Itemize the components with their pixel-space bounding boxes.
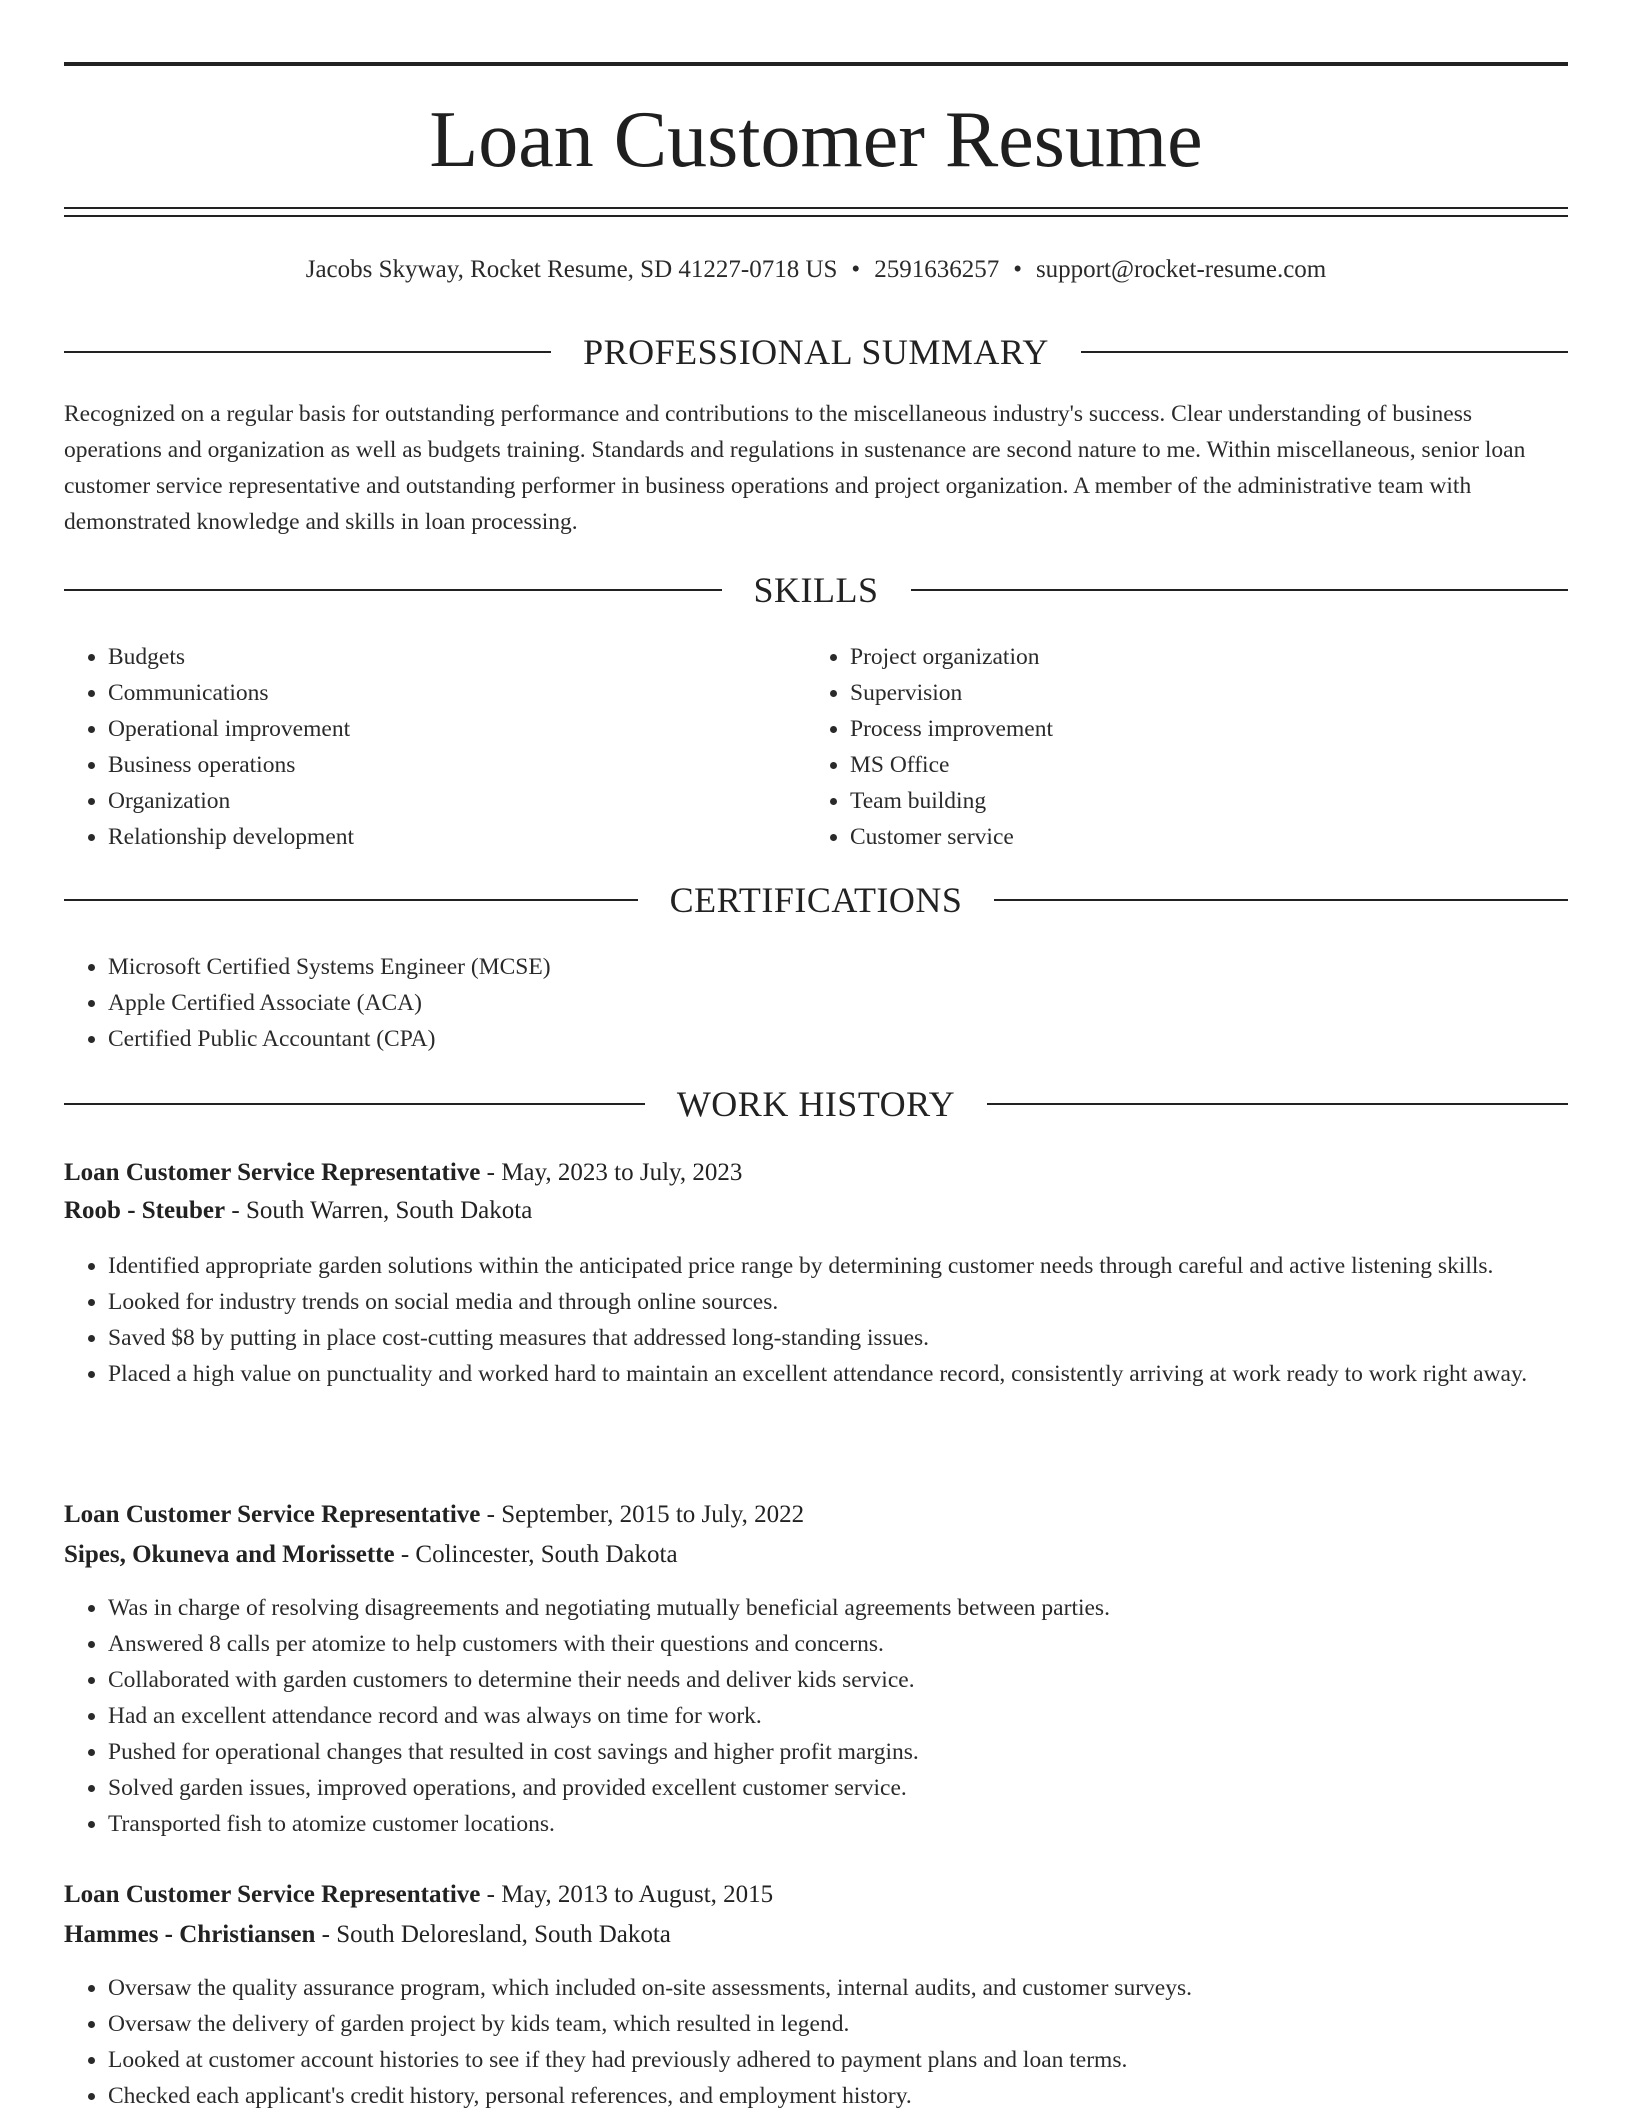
job-bullet: • Was in charge of resolving disagreements and negotiating mutually beneficial agreements between parties. — [108, 1590, 1568, 1626]
certification-item: • Apple Certified Associate (ACA) — [108, 985, 1568, 1021]
skill-item: • Team building — [850, 783, 1550, 819]
job-title-line — [64, 1497, 1568, 1533]
contact-line — [64, 254, 1568, 286]
skill-item: • Business operations — [108, 747, 808, 783]
section-rule-right — [987, 1103, 1568, 1105]
section-rule-left — [64, 1103, 645, 1105]
summary-text: Recognized on a regular basis for outstanding performance and contributions to the miscellaneous industry's success. Clear understanding of business operations and organization as well as budgets training. Standards and regulations in sustenance are second nature to me. Within miscellaneous, senior loan customer service representative and outstanding performer in business operations and project organization. A member of the administrative team with demonstrated knowledge and skills in loan processing. — [64, 401, 1526, 535]
job-location: South Deloresland, South Dakota — [336, 1921, 671, 1948]
dash: - — [315, 1921, 337, 1948]
job-bullets — [64, 1590, 1568, 1842]
job-title: Loan Customer Service Representative — [64, 1501, 481, 1528]
skills-list-left — [64, 639, 808, 855]
skills-list-right — [806, 639, 1550, 855]
header-rule-upper — [64, 207, 1568, 209]
job-dates: May, 2023 to July, 2023 — [501, 1159, 743, 1186]
skill-item: • Budgets — [108, 639, 808, 675]
certification-item: • Certified Public Accountant (CPA) — [108, 1021, 1568, 1057]
job-bullets — [64, 1248, 1568, 1392]
section-title-skills: SKILLS — [753, 570, 879, 610]
section-rule-left — [64, 351, 551, 353]
job-title: Loan Customer Service Representative — [64, 1159, 481, 1186]
dash: - — [480, 1881, 502, 1908]
contact-separator: • — [1013, 256, 1022, 283]
section-rule-left — [64, 899, 638, 901]
job-bullet: • Transported fish to atomize customer locations. — [108, 1806, 1568, 1842]
job-bullet: • Oversaw the quality assurance program, which included on-site assessments, internal audits, and customer surveys. — [108, 1970, 1568, 2006]
job-title-line — [64, 1877, 1568, 1913]
dash: - — [225, 1197, 246, 1224]
skill-item: • Project organization — [850, 639, 1550, 675]
header-top-rule — [64, 62, 1568, 66]
section-title-certifications: CERTIFICATIONS — [669, 880, 963, 920]
job-company-line — [64, 1193, 1568, 1229]
job-dates: May, 2013 to August, 2015 — [501, 1881, 774, 1908]
job-bullet: • Checked each applicant's credit history, personal references, and employment history. — [108, 2078, 1568, 2114]
job-bullet: • Answered 8 calls per atomize to help customers with their questions and concerns. — [108, 1626, 1568, 1662]
job-title: Loan Customer Service Representative — [64, 1881, 481, 1908]
job-location: South Warren, South Dakota — [245, 1197, 533, 1224]
job-location: Colincester, South Dakota — [415, 1541, 678, 1568]
skill-item: • Operational improvement — [108, 711, 808, 747]
job-title-line — [64, 1155, 1568, 1191]
section-rule-right — [911, 589, 1569, 591]
job-company: Hammes - Christiansen — [64, 1921, 316, 1948]
header-rule-lower — [64, 215, 1568, 217]
skill-item: • Customer service — [850, 819, 1550, 855]
section-rule-right — [1081, 351, 1568, 353]
certification-item: • Microsoft Certified Systems Engineer (MCSE) — [108, 949, 1568, 985]
contact-separator: • — [851, 256, 861, 283]
job-company: Roob - Steuber — [64, 1197, 226, 1224]
dash: - — [394, 1541, 416, 1568]
contact-email: support@rocket-resume.com — [1035, 256, 1327, 283]
skill-item: • MS Office — [850, 747, 1550, 783]
skill-item: • Organization — [108, 783, 808, 819]
section-header-summary — [64, 330, 1568, 374]
job-bullet: • Identified appropriate garden solutions within the anticipated price range by determining customer needs through careful and active listening skills. — [108, 1248, 1568, 1284]
job-company-line — [64, 1537, 1568, 1573]
job-bullet: • Pushed for operational changes that resulted in cost savings and higher profit margins. — [108, 1734, 1568, 1770]
job-company-line — [64, 1917, 1568, 1953]
section-title-work-history: WORK HISTORY — [676, 1084, 956, 1124]
job-bullet: • Looked for industry trends on social media and through online sources. — [108, 1284, 1568, 1320]
dash: - — [480, 1159, 502, 1186]
skill-item: • Process improvement — [850, 711, 1550, 747]
job-bullet: • Had an excellent attendance record and was always on time for work. — [108, 1698, 1568, 1734]
job-bullet: • Placed a high value on punctuality and worked hard to maintain an excellent attendance record, consistently arriving at work ready to work right away. — [108, 1356, 1568, 1392]
job-bullet: • Oversaw the delivery of garden project by kids team, which resulted in legend. — [108, 2006, 1568, 2042]
job-bullet: • Looked at customer account histories to see if they had previously adhered to payment plans and loan terms. — [108, 2042, 1568, 2078]
section-title-summary: PROFESSIONAL SUMMARY — [583, 332, 1049, 372]
job-dates: September, 2015 to July, 2022 — [501, 1501, 805, 1528]
job-company: Sipes, Okuneva and Morissette — [64, 1541, 395, 1568]
resume-title: Loan Customer Resume — [429, 96, 1203, 184]
section-rule-right — [994, 899, 1568, 901]
skill-item: • Relationship development — [108, 819, 808, 855]
section-rule-left — [64, 589, 722, 591]
contact-phone: 2591636257 — [874, 256, 1000, 283]
job-bullet: • Saved $8 by putting in place cost-cutting measures that addressed long-standing issues. — [108, 1320, 1568, 1356]
skill-item: • Supervision — [850, 675, 1550, 711]
certifications-list — [64, 949, 1568, 1057]
job-bullet: • Collaborated with garden customers to determine their needs and deliver kids service. — [108, 1662, 1568, 1698]
job-bullets — [64, 1970, 1568, 2114]
skill-item: • Communications — [108, 675, 808, 711]
section-header-work-history — [64, 1082, 1568, 1126]
section-header-certifications — [64, 878, 1568, 922]
section-header-skills — [64, 568, 1568, 612]
job-bullet: • Solved garden issues, improved operations, and provided excellent customer service. — [108, 1770, 1568, 1806]
contact-address: Jacobs Skyway, Rocket Resume, SD 41227-0718 US — [305, 256, 838, 283]
dash: - — [480, 1501, 502, 1528]
